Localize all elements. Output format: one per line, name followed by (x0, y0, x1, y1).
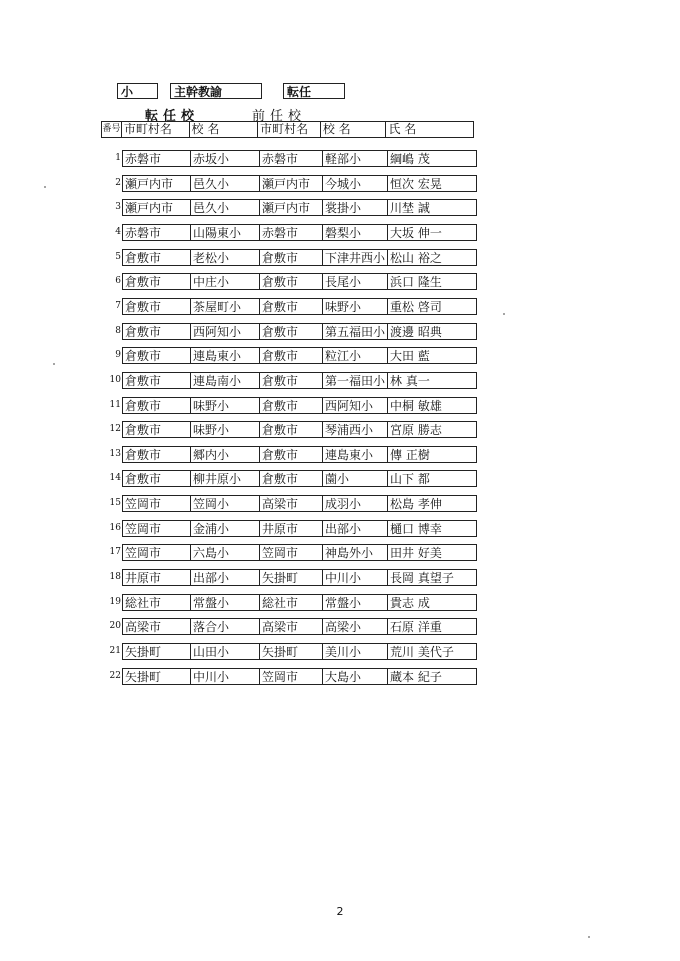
new-school-cell: 邑久小 (191, 199, 260, 216)
name-cell: 浜口 隆生 (388, 273, 477, 290)
prev-school-cell: 西阿知小 (323, 397, 388, 414)
table-row (103, 569, 477, 586)
new-school-cell: 山田小 (191, 643, 260, 660)
new-school-cell: 笠岡小 (191, 495, 260, 512)
prev-school-cell: 今城小 (323, 175, 388, 192)
table-row (103, 668, 477, 685)
prev-school-cell: 第一福田小 (323, 372, 388, 389)
table-row (103, 618, 477, 635)
prev-school-cell: 高梁小 (323, 618, 388, 635)
table-row (103, 199, 477, 216)
table-row (103, 175, 477, 192)
new-city-cell: 倉敷市 (122, 372, 191, 389)
row-number: 22 (109, 670, 121, 681)
new-school-caption: 転任校 (145, 109, 200, 124)
prev-city-cell: 赤磐市 (260, 150, 323, 167)
new-city-cell: 倉敷市 (122, 446, 191, 463)
row-number: 21 (109, 646, 121, 656)
row-number: 11 (109, 399, 121, 410)
prev-school-cell: 成羽小 (323, 495, 388, 512)
prev-school-cell: 琴浦西小 (323, 421, 388, 438)
prev-city-cell: 笠岡市 (260, 668, 323, 685)
name-cell: 恒次 宏晃 (388, 175, 477, 192)
row-number: 9 (115, 350, 121, 361)
new-city-cell: 井原市 (122, 569, 191, 586)
prev-school-cell: 連島東小 (323, 446, 388, 463)
row-number: 14 (109, 473, 121, 484)
prev-city-cell: 倉敷市 (260, 347, 323, 364)
new-school-cell: 連島南小 (191, 372, 260, 389)
new-school-cell: 味野小 (191, 397, 260, 414)
prev-city-cell: 倉敷市 (260, 323, 323, 340)
new-school-cell: 西阿知小 (191, 323, 260, 340)
prev-school-cell: 薗小 (323, 470, 388, 487)
prev-city-cell: 井原市 (260, 520, 323, 537)
prev-city-cell: 高梁市 (260, 495, 323, 512)
prev-school-cell: 第五福田小 (323, 323, 388, 340)
scan-speck (53, 363, 55, 365)
table-row (103, 224, 477, 241)
new-city-cell: 矢掛町 (122, 668, 191, 685)
row-number: 3 (115, 202, 121, 213)
header-new-city: 市町村名 (122, 122, 190, 137)
prev-school-cell: 美川小 (323, 643, 388, 660)
header-name: 氏 名 (388, 122, 417, 136)
name-cell: 山下 都 (388, 470, 477, 487)
new-school-cell: 落合小 (191, 618, 260, 635)
prev-city-cell: 瀬戸内市 (260, 199, 323, 216)
prev-city-cell: 倉敷市 (260, 421, 323, 438)
table-row (103, 298, 477, 315)
name-cell: 宮原 勝志 (388, 421, 477, 438)
new-city-cell: 瀬戸内市 (122, 199, 191, 216)
prev-city-cell: 倉敷市 (260, 372, 323, 389)
row-number: 19 (109, 596, 121, 607)
prev-city-cell: 矢掛町 (260, 569, 323, 586)
new-city-cell: 笠岡市 (122, 544, 191, 561)
prev-school-cell: 粒江小 (323, 347, 388, 364)
name-cell: 中桐 敏雄 (388, 397, 477, 414)
new-city-cell: 倉敷市 (122, 421, 191, 438)
table-row (103, 323, 477, 340)
prev-school-cell: 味野小 (323, 298, 388, 315)
table-row (103, 249, 477, 266)
new-city-cell: 倉敷市 (122, 273, 191, 290)
prev-city-cell: 笠岡市 (260, 544, 323, 561)
row-number: 1 (115, 153, 121, 163)
prev-school-cell: 出部小 (323, 520, 388, 537)
new-city-cell: 笠岡市 (122, 495, 191, 512)
name-cell: 田井 好美 (388, 544, 477, 561)
name-cell: 松島 孝伸 (388, 495, 477, 512)
row-number: 7 (115, 300, 121, 311)
row-number: 5 (115, 251, 121, 262)
new-city-cell: 瀬戸内市 (122, 175, 191, 192)
new-school-cell: 赤坂小 (191, 150, 260, 167)
prev-city-cell: 倉敷市 (260, 249, 323, 266)
row-number: 16 (109, 522, 121, 533)
table-row (103, 397, 477, 414)
school-category-box: 小 (117, 83, 158, 99)
header-no: 番号 (102, 122, 122, 137)
new-city-cell: 倉敷市 (122, 397, 191, 414)
prev-city-cell: 高梁市 (260, 618, 323, 635)
new-school-cell: 連島東小 (191, 347, 260, 364)
prev-city-cell: 倉敷市 (260, 470, 323, 487)
prev-school-cell: 大島小 (323, 668, 388, 685)
new-school-cell: 邑久小 (191, 175, 260, 192)
prev-city-cell: 倉敷市 (260, 397, 323, 414)
new-city-cell: 倉敷市 (122, 470, 191, 487)
name-cell: 貴志 成 (388, 594, 477, 611)
prev-school-cell: 神島外小 (323, 544, 388, 561)
header-prev-city: 市町村名 (258, 122, 321, 137)
transfer-type-box: 転任 (283, 83, 345, 99)
new-school-cell: 老松小 (191, 249, 260, 266)
row-number: 8 (115, 325, 121, 336)
prev-city-cell: 矢掛町 (260, 643, 323, 660)
prev-city-cell: 瀬戸内市 (260, 175, 323, 192)
new-city-cell: 高梁市 (122, 618, 191, 635)
name-cell: 綱嶋 茂 (388, 150, 477, 167)
row-number: 15 (109, 498, 121, 509)
new-school-cell: 金浦小 (191, 520, 260, 537)
new-school-cell: 柳井原小 (191, 470, 260, 487)
name-cell: 川埜 誠 (388, 199, 477, 216)
new-city-cell: 総社市 (122, 594, 191, 611)
new-city-cell: 赤磐市 (122, 150, 191, 167)
table-row (103, 470, 477, 487)
row-number: 18 (109, 572, 121, 583)
table-row (103, 446, 477, 463)
scan-speck (588, 936, 590, 938)
table-row (103, 544, 477, 561)
row-number: 10 (109, 374, 121, 385)
table-row (103, 347, 477, 364)
prev-city-cell: 総社市 (260, 594, 323, 611)
new-school-cell: 中川小 (191, 668, 260, 685)
prev-school-cell: 常盤小 (323, 594, 388, 611)
row-number: 17 (109, 547, 121, 558)
new-school-cell: 郷内小 (191, 446, 260, 463)
name-cell: 石原 洋重 (388, 618, 477, 635)
new-school-cell: 味野小 (191, 421, 260, 438)
name-cell: 傳 正樹 (388, 446, 477, 463)
new-school-cell: 常盤小 (191, 594, 260, 611)
prev-school-cell: 裳掛小 (323, 199, 388, 216)
name-cell: 大田 藍 (388, 347, 477, 364)
previous-school-caption: 前任校 (252, 109, 307, 124)
new-city-cell: 笠岡市 (122, 520, 191, 537)
prev-city-cell: 倉敷市 (260, 273, 323, 290)
header-prev-school: 校 名 (321, 122, 387, 137)
table-row (103, 643, 477, 660)
table-row (103, 520, 477, 537)
name-cell: 林 真一 (388, 372, 477, 389)
row-number: 13 (109, 448, 121, 459)
header-new-school: 校 名 (190, 122, 259, 137)
name-cell: 樋口 博幸 (388, 520, 477, 537)
table-header (101, 121, 474, 138)
table-row (103, 150, 477, 167)
row-number: 20 (109, 621, 121, 632)
row-number: 6 (115, 276, 121, 287)
row-number: 12 (109, 424, 121, 435)
new-city-cell: 倉敷市 (122, 298, 191, 315)
new-school-cell: 茶屋町小 (191, 298, 260, 315)
new-city-cell: 赤磐市 (122, 224, 191, 241)
row-number: 2 (115, 177, 121, 188)
position-box: 主幹教諭 (170, 83, 262, 99)
name-cell: 渡邊 昭典 (388, 323, 477, 340)
scan-speck (44, 186, 46, 188)
prev-school-cell: 軽部小 (323, 150, 388, 167)
name-cell: 荒川 美代子 (388, 643, 477, 660)
table-row (103, 495, 477, 512)
new-city-cell: 倉敷市 (122, 347, 191, 364)
new-school-cell: 六島小 (191, 544, 260, 561)
name-cell: 松山 裕之 (388, 249, 477, 266)
new-school-cell: 山陽東小 (191, 224, 260, 241)
prev-school-cell: 下津井西小 (323, 249, 388, 266)
prev-school-cell: 中川小 (323, 569, 388, 586)
new-city-cell: 矢掛町 (122, 643, 191, 660)
new-school-cell: 出部小 (191, 569, 260, 586)
page-number: 2 (336, 905, 344, 918)
table-row (103, 421, 477, 438)
row-number: 4 (115, 226, 121, 237)
table-row (103, 273, 477, 290)
new-city-cell: 倉敷市 (122, 249, 191, 266)
prev-school-cell: 長尾小 (323, 273, 388, 290)
new-school-cell: 中庄小 (191, 273, 260, 290)
prev-city-cell: 赤磐市 (260, 224, 323, 241)
name-cell: 大坂 伸一 (388, 224, 477, 241)
prev-city-cell: 倉敷市 (260, 446, 323, 463)
table-row (103, 594, 477, 611)
name-cell: 長岡 真望子 (388, 569, 477, 586)
prev-city-cell: 倉敷市 (260, 298, 323, 315)
table-row (103, 372, 477, 389)
prev-school-cell: 磐梨小 (323, 224, 388, 241)
scan-speck (503, 313, 505, 315)
new-city-cell: 倉敷市 (122, 323, 191, 340)
name-cell: 蔵本 紀子 (388, 668, 477, 685)
name-cell: 重松 啓司 (388, 298, 477, 315)
